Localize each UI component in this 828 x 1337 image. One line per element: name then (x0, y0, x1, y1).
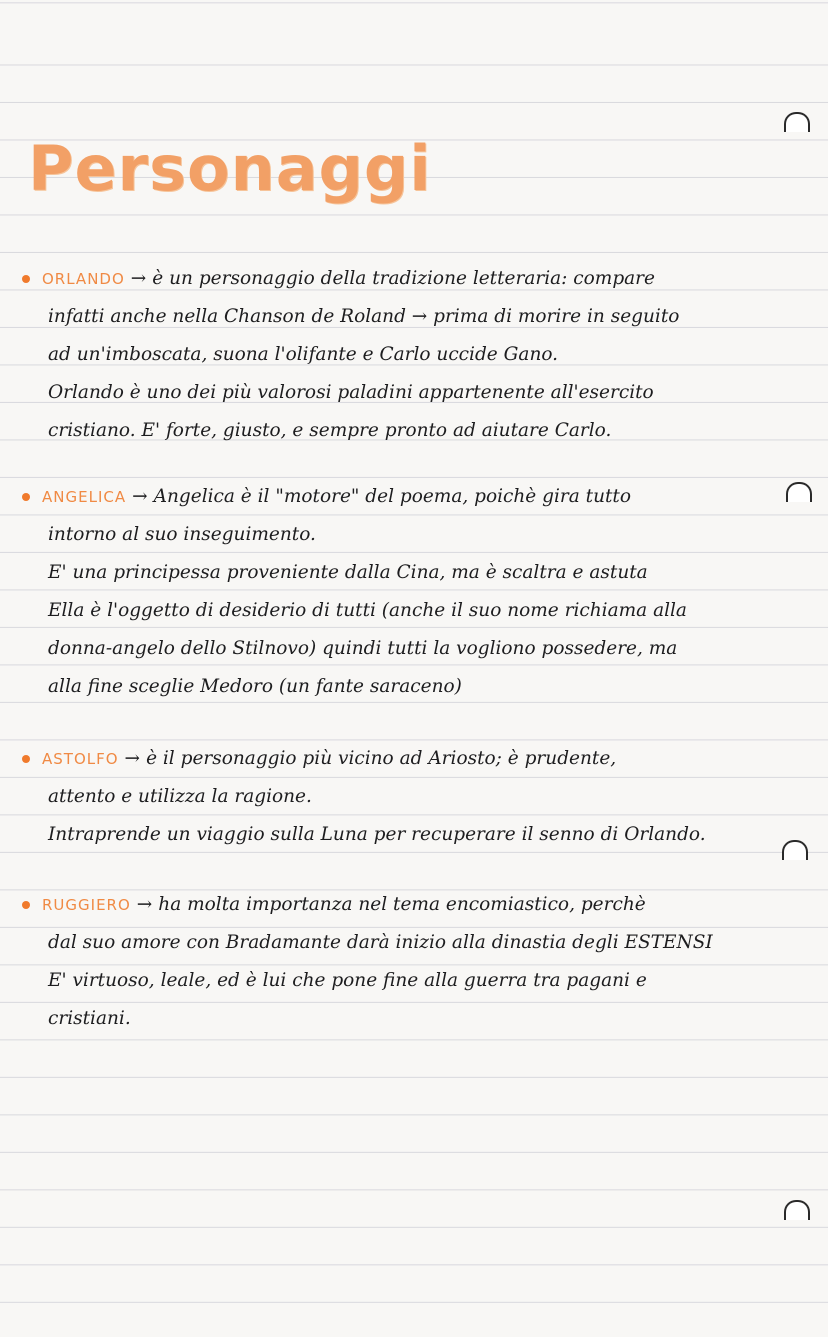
text-line: E' virtuoso, leale, ed è lui che pone fine alla guerra tra pagani e (48, 970, 647, 991)
text-line: Ella è l'oggetto di desiderio di tutti (anche il suo nome richiama alla (48, 600, 687, 621)
section-heading-line (22, 478, 822, 516)
binder-ring-top (784, 112, 810, 132)
section-astolfo (22, 740, 822, 854)
section-heading-line (22, 260, 822, 298)
bullet-icon (22, 275, 30, 283)
character-name: ANGELICA (42, 488, 127, 506)
text-line: ha molta importanza nel tema encomiastico, perchè (158, 894, 646, 915)
character-name: ORLANDO (42, 270, 125, 288)
bullet-icon (22, 493, 30, 501)
text-line: ad un'imboscata, suona l'olifante e Carlo uccide Gano. (48, 344, 559, 365)
section-angelica (22, 478, 822, 706)
character-name: ASTOLFO (42, 750, 119, 768)
text-line: intorno al suo inseguimento. (48, 524, 316, 545)
text-line: infatti anche nella Chanson de Roland → prima di morire in seguito (48, 306, 680, 327)
section-ruggiero (22, 886, 822, 1038)
arrow-icon: → (132, 486, 148, 507)
character-name: RUGGIERO (42, 896, 131, 914)
text-line: Orlando è uno dei più valorosi paladini appartenente all'esercito (48, 382, 654, 403)
text-line: attento e utilizza la ragione. (48, 786, 312, 807)
text-line: donna-angelo dello Stilnovo) quindi tutti la vogliono possedere, ma (48, 638, 678, 659)
text-line: alla fine sceglie Medoro (un fante saraceno) (48, 676, 462, 697)
section-heading-line (22, 740, 822, 778)
text-line: E' una principessa proveniente dalla Cina, ma è scaltra e astuta (48, 562, 648, 583)
text-line: è il personaggio più vicino ad Ariosto; è prudente, (146, 748, 617, 769)
text-line: cristiani. (48, 1008, 131, 1029)
binder-ring-bottom (784, 1200, 810, 1220)
section-orlando (22, 260, 822, 450)
section-heading-line (22, 886, 822, 924)
text-line: è un personaggio della tradizione letteraria: compare (152, 268, 655, 289)
arrow-icon: → (124, 748, 141, 769)
text-line: Intraprende un viaggio sulla Luna per recuperare il senno di Orlando. (48, 824, 706, 845)
bullet-icon (22, 901, 30, 909)
arrow-icon: → (136, 894, 153, 915)
text-line: cristiano. E' forte, giusto, e sempre pronto ad aiutare Carlo. (48, 420, 612, 441)
text-line: Angelica è il "motore" del poema, poichè gira tutto (153, 486, 632, 507)
text-line: dal suo amore con Bradamante darà inizio alla dinastia degli ESTENSI (48, 932, 713, 953)
arrow-icon: → (130, 268, 147, 289)
bullet-icon (22, 755, 30, 763)
page-title: Personaggi (28, 132, 432, 205)
